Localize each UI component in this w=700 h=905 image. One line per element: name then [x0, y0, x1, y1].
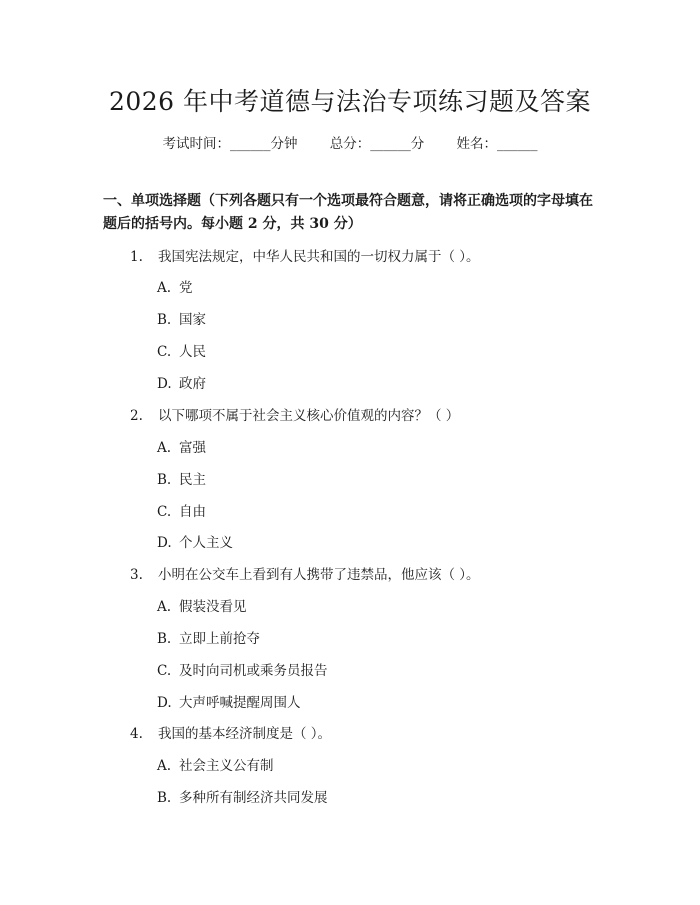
option-text: 政府 [179, 376, 206, 392]
option-text: 个人主义 [179, 535, 233, 551]
option-letter: D. [157, 376, 172, 392]
option-3a [157, 595, 247, 615]
option-letter: C. [157, 344, 172, 360]
option-letter: B. [157, 312, 172, 328]
option-text: 党 [179, 280, 193, 296]
option-text: 民主 [179, 472, 206, 488]
option-letter: B. [157, 472, 172, 488]
question-1 [130, 245, 480, 265]
question-text: 小明在公交车上看到有人携带了违禁品，他应该（ ）。 [158, 567, 480, 583]
option-1d [157, 372, 206, 392]
question-number: 4. [130, 726, 143, 742]
option-text: 富强 [179, 440, 206, 456]
question-4 [130, 722, 331, 742]
option-1c [157, 340, 206, 360]
question-text: 我国宪法规定，中华人民共和国的一切权力属于（ ）。 [158, 249, 480, 265]
option-4a [157, 754, 274, 774]
option-3d [157, 691, 301, 711]
option-3b [157, 627, 260, 647]
student-name-field: 姓名：______ [456, 136, 538, 152]
option-2d [157, 531, 233, 551]
option-text: 多种所有制经济共同发展 [179, 790, 328, 806]
option-letter: D. [157, 695, 172, 711]
exam-time-field: 考试时间：______分钟 [162, 136, 298, 152]
option-letter: A. [157, 758, 172, 774]
option-letter: C. [157, 663, 172, 679]
option-text: 及时向司机或乘务员报告 [179, 663, 328, 679]
section-heading-single-choice: 一、单项选择题（下列各题只有一个选项最符合题意，请将正确选项的字母填在题后的括号内。每小题 2 分，共 30 分） [103, 193, 593, 232]
document-title: 2026 年中考道德与法治专项练习题及答案 [108, 87, 592, 116]
option-letter: A. [157, 599, 172, 615]
question-text: 我国的基本经济制度是（ ）。 [158, 726, 332, 742]
question-number: 2. [130, 408, 143, 424]
exam-meta-line [0, 132, 700, 152]
option-1a [157, 276, 193, 296]
option-3c [157, 659, 328, 679]
option-text: 立即上前抢夺 [179, 631, 260, 647]
option-text: 国家 [179, 312, 206, 328]
option-4b [157, 786, 328, 806]
option-text: 自由 [179, 504, 206, 520]
option-letter: B. [157, 631, 172, 647]
option-letter: C. [157, 504, 172, 520]
option-2a [157, 436, 206, 456]
option-1b [157, 308, 206, 328]
question-text: 以下哪项不属于社会主义核心价值观的内容？（ ） [158, 408, 460, 424]
option-letter: B. [157, 790, 172, 806]
option-letter: A. [157, 440, 172, 456]
question-2 [130, 404, 459, 424]
total-score-field: 总分：______分 [329, 136, 425, 152]
option-letter: D. [157, 535, 172, 551]
question-3 [130, 563, 480, 583]
question-number: 3. [130, 567, 143, 583]
option-letter: A. [157, 280, 172, 296]
option-2b [157, 468, 206, 488]
option-text: 人民 [179, 344, 206, 360]
option-text: 大声呼喊提醒周围人 [179, 695, 301, 711]
option-text: 社会主义公有制 [179, 758, 274, 774]
question-number: 1. [130, 249, 143, 265]
option-text: 假装没看见 [179, 599, 247, 615]
option-2c [157, 500, 206, 520]
